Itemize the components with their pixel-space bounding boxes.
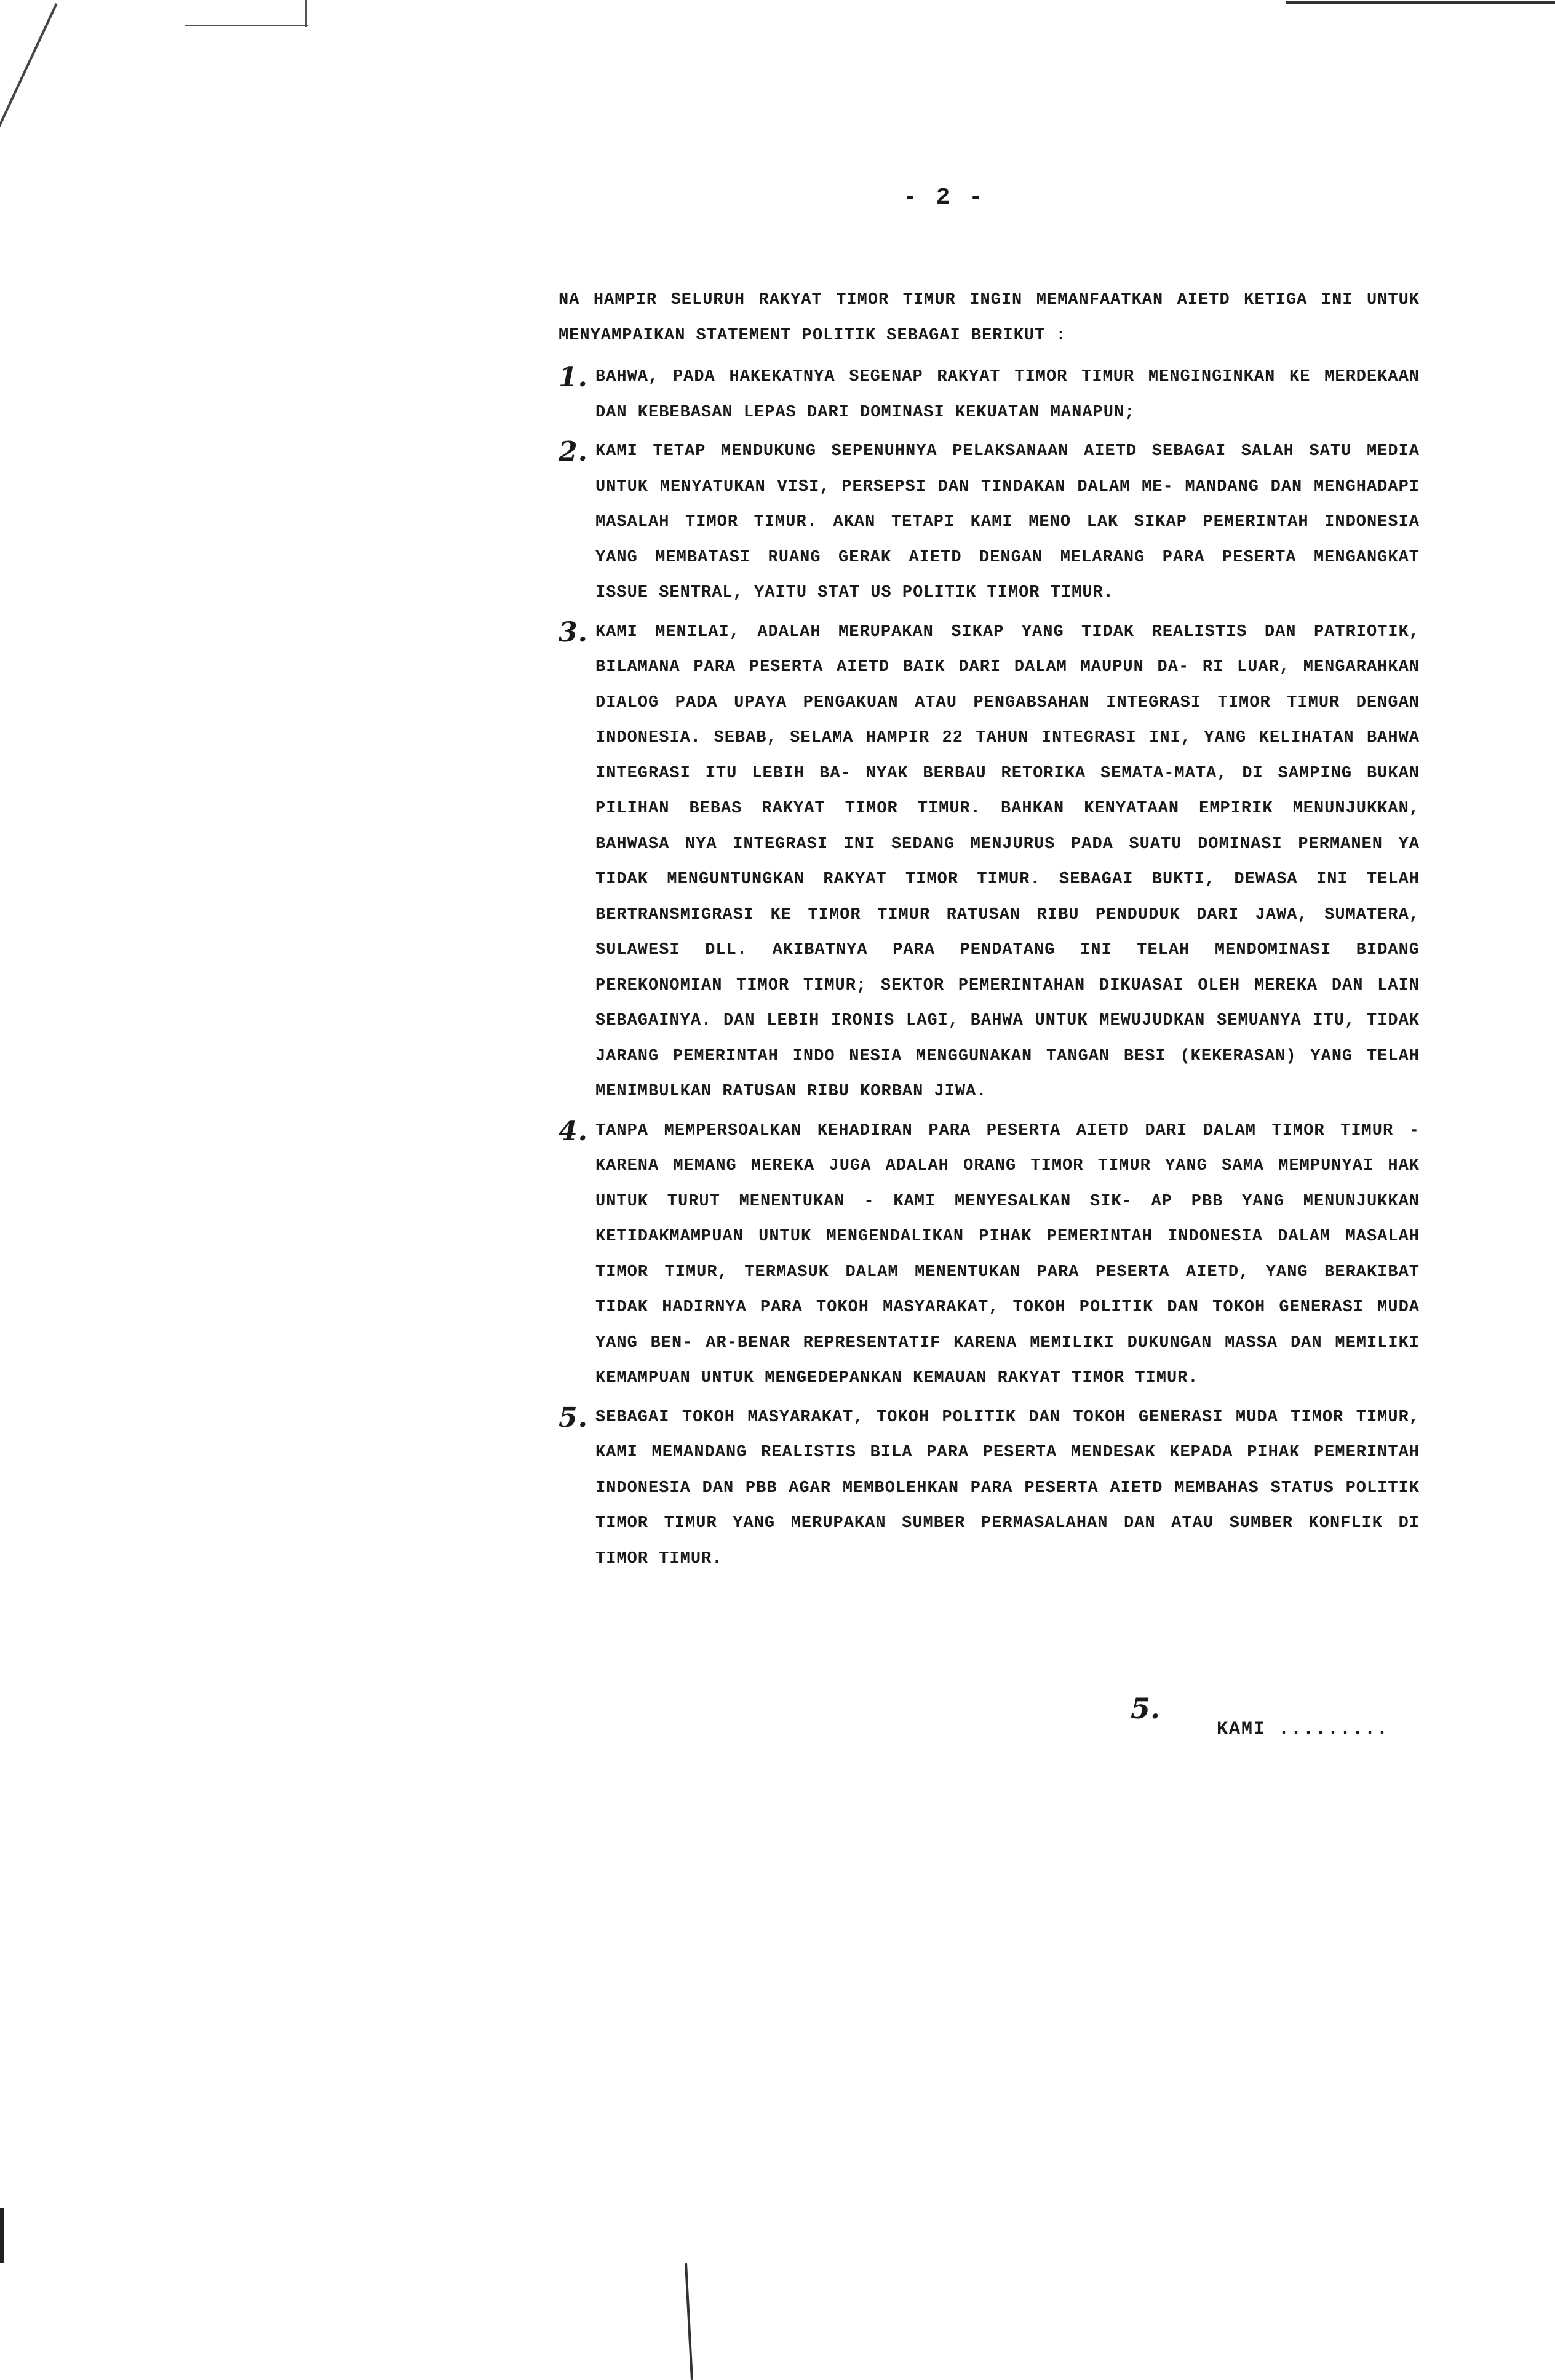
corner-diagonal-line — [0, 3, 58, 188]
continuation-line — [1131, 1692, 1390, 1740]
list-item — [559, 434, 1420, 611]
continuation-text: KAMI ......... — [1217, 1719, 1390, 1740]
item-text: KAMI MENILAI, ADALAH MERUPAKAN SIKAP YANG TIDAK REALISTIS DAN PATRIOTIK, BILAMANA PARA PESERTA AIETD BAIK DARI DALAM MAUPUN DA- RI LUAR, MENGARAHKAN DIALOG PADA UPAYA PENGAKUAN ATAU PENGABSAHAN INTEGRASI TIMOR TIMUR DENGAN INDONESIA. SEBAB, SELAMA HAMPIR 22 TAHUN INTEGRASI INI, YANG KELIHATAN BAHWA INTEGRASI ITU LEBIH BA- NYAK BERBAU RETORIKA SEMATA-MATA, DI SAMPING BUKAN PILIHAN BEBAS RAKYAT TIMOR TIMUR. BAHKAN KENYATAAN EMPIRIK MENUNJUKKAN, BAHWASA NYA INTEGRASI INI SEDANG MENJURUS PADA SUATU DOMINASI PERMANEN YA TIDAK MENGUNTUNGKAN RAKYAT TIMOR TIMUR. SEBAGAI BUKTI, DEWASA INI TELAH BERTRANSMIGRASI KE TIMOR TIMUR RATUSAN RIBU PENDUDUK DARI JAWA, SUMATERA, SULAWESI DLL. AKIBATNYA PARA PENDATANG INI TELAH MENDOMINASI BIDANG PEREKONOMIAN TIMOR TIMUR; SEKTOR PEMERINTAHAN DIKUASAI OLEH MEREKA DAN LAIN SEBAGAINYA. DAN LEBIH IRONIS LAGI, BAHWA UNTUK MEWUJUDKAN SEMUANYA ITU, TIDAK JARANG PEMERINTAH INDO NESIA MENGGUNAKAN TANGAN BESI (KEKERASAN) YANG TELAH MENIMBULKAN RATUSAN RIBU KORBAN JIWA. — [595, 622, 1420, 1101]
list-item — [559, 615, 1420, 1110]
corner-rule — [185, 25, 308, 26]
list-item — [559, 1114, 1420, 1397]
intro-paragraph: NA HAMPIR SELURUH RAKYAT TIMOR TIMUR INGIN MEMANFAATKAN AIETD KETIGA INI UNTUK MENYAMPAIKAN STATEMENT POLITIK SEBAGAI BERIKUT : — [559, 291, 1420, 345]
item-number: 4. — [559, 1115, 588, 1147]
page-number: - 2 - — [903, 184, 986, 211]
corner-rule-vertical — [305, 0, 307, 27]
statement-list — [559, 360, 1420, 1577]
list-item — [559, 1400, 1420, 1577]
item-number: 2. — [559, 436, 588, 467]
item-text: SEBAGAI TOKOH MASYARAKAT, TOKOH POLITIK DAN TOKOH GENERASI MUDA TIMOR TIMUR, KAMI MEMANDANG REALISTIS BILA PARA PESERTA MENDESAK KEPADA PIHAK PEMERINTAH INDONESIA DAN PBB AGAR MEMBOLEHKAN PARA PESERTA AIETD MEMBAHAS STATUS POLITIK TIMOR TIMUR YANG MERUPAKAN SUMBER PERMASALAHAN DAN ATAU SUMBER KONFLIK DI TIMOR TIMUR. — [595, 1408, 1420, 1568]
item-text: KAMI TETAP MENDUKUNG SEPENUHNYA PELAKSANAAN AIETD SEBAGAI SALAH SATU MEDIA UNTUK MENYATUKAN VISI, PERSEPSI DAN TINDAKAN DALAM ME- MANDANG DAN MENGHADAPI MASALAH TIMOR TIMUR. AKAN TETAPI KAMI MENO LAK SIKAP PEMERINTAH INDONESIA YANG MEMBATASI RUANG GERAK AIETD DENGAN MELARANG PARA PESERTA MENGANGKAT ISSUE SENTRAL, YAITU STAT US POLITIK TIMOR TIMUR. — [595, 442, 1420, 602]
item-text: TANPA MEMPERSOALKAN KEHADIRAN PARA PESERTA AIETD DARI DALAM TIMOR TIMUR - KARENA MEMANG MEREKA JUGA ADALAH ORANG TIMOR TIMUR YANG SAMA MEMPUNYAI HAK UNTUK TURUT MENENTUKAN - KAMI MENYESALKAN SIK- AP PBB YANG MENUNJUKKAN KETIDAKMAMPUAN UNTUK MENGENDALIKAN PIHAK PEMERINTAH INDONESIA DALAM MASALAH TIMOR TIMUR, TERMASUK DALAM MENENTUKAN PARA PESERTA AIETD, YANG BERAKIBAT TIDAK HADIRNYA PARA TOKOH MASYARAKAT, TOKOH POLITIK DAN TOKOH GENERASI MUDA YANG BEN- AR-BENAR REPRESENTATIF KARENA MEMILIKI DUKUNGAN MASSA DAN MEMILIKI KEMAMPUAN UNTUK MENGEDEPANKAN KEMAUAN RAKYAT TIMOR TIMUR. — [595, 1121, 1420, 1387]
item-number: 3. — [559, 616, 588, 648]
letter-body — [559, 283, 1420, 1581]
bottom-pen-line — [685, 2263, 693, 2380]
left-edge-mark — [0, 2208, 4, 2263]
continuation-number: 5. — [1131, 1692, 1161, 1725]
item-number: 1. — [559, 362, 588, 393]
list-item — [559, 360, 1420, 430]
top-edge-rule — [1286, 1, 1555, 4]
item-number: 5. — [559, 1402, 588, 1434]
item-text: BAHWA, PADA HAKEKATNYA SEGENAP RAKYAT TIMOR TIMUR MENGINGINKAN KE MERDEKAAN DAN KEBEBASAN LEPAS DARI DOMINASI KEKUATAN MANAPUN; — [595, 368, 1420, 422]
